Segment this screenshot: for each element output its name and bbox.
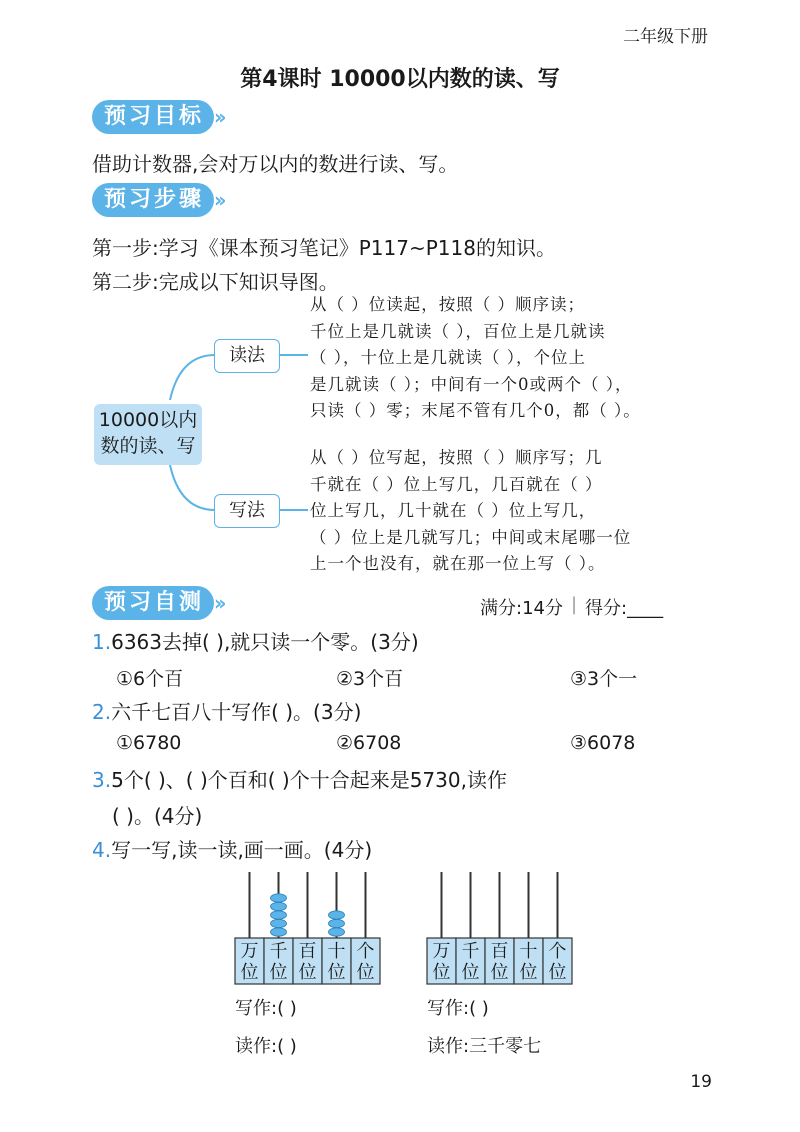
place-value-label: 千 <box>269 941 288 962</box>
chevron-right-icon: ›› <box>214 105 223 129</box>
question-2 <box>92 696 361 725</box>
abacus-bead[interactable] <box>329 919 345 927</box>
q2-option-1[interactable]: ①6780 <box>116 732 182 754</box>
write-line: 从（ ）位写起，按照（ ）顺序写；几 <box>310 448 603 467</box>
read-line: 是几就读（ ）；中间有一个0或两个（ ）， <box>310 374 633 394</box>
place-value-label: 万 <box>432 941 451 962</box>
q1-option-2[interactable]: ②3个百 <box>336 668 404 690</box>
question-text: 6363去掉( ),就只读一个零。(3分) <box>111 630 419 654</box>
test-badge: 预习自测 <box>92 586 214 620</box>
q2-option-2[interactable]: ②6708 <box>336 732 402 754</box>
chevron-right-icon: ›› <box>214 591 223 615</box>
test-header <box>92 586 223 620</box>
abacus-bead[interactable] <box>271 928 287 936</box>
read-method-notes <box>310 292 641 425</box>
question-number: 4. <box>92 838 112 862</box>
place-value-label: 百 <box>490 941 509 962</box>
place-value-label: 位 <box>269 962 288 983</box>
place-value-label: 千 <box>461 941 480 962</box>
question-1 <box>92 626 419 655</box>
write-line: （ ）位上是几就写几；中间或末尾哪一位 <box>310 527 632 547</box>
goals-badge: 预习目标 <box>92 100 214 134</box>
step-one: 第一步:学习《课本预习笔记》P117~P118的知识。 <box>92 236 556 260</box>
steps-header <box>92 183 223 217</box>
chevron-right-icon: ›› <box>214 188 223 212</box>
place-value-label: 位 <box>490 962 509 983</box>
place-value-label: 十 <box>519 941 538 962</box>
left-read-answer[interactable]: 读作:( ) <box>235 1036 297 1057</box>
abacus-bead[interactable] <box>271 919 287 927</box>
abacus-bead[interactable] <box>271 911 287 919</box>
question-number: 2. <box>92 700 112 724</box>
goals-text: 借助计数器,会对万以内的数进行读、写。 <box>92 152 459 176</box>
abacus-right <box>427 872 572 984</box>
place-value-label: 位 <box>432 962 451 983</box>
place-value-label: 位 <box>298 962 317 983</box>
place-value-label: 十 <box>327 941 346 962</box>
write-line: 位上写几，几十就在（ ）位上写几， <box>310 501 597 520</box>
read-line: 只读（ ）零；末尾不管有几个0，都（ ）。 <box>310 401 641 420</box>
center-line-2: 数的读、写 <box>100 435 196 457</box>
right-write-answer[interactable]: 写作:( ) <box>427 998 489 1019</box>
grade-label: 二年级下册 <box>623 27 708 47</box>
page-number: 19 <box>690 1072 712 1092</box>
place-value-label: 位 <box>548 962 567 983</box>
question-number: 1. <box>92 630 112 654</box>
question-3 <box>92 764 507 793</box>
place-value-label: 百 <box>298 941 317 962</box>
q1-option-1[interactable]: ①6个百 <box>116 668 184 690</box>
place-value-label: 万 <box>240 941 259 962</box>
place-value-label: 位 <box>356 962 375 983</box>
question-3-answer-line[interactable]: ( )。(4分) <box>112 804 203 828</box>
place-value-label: 位 <box>461 962 480 983</box>
step-two: 第二步:完成以下知识导图。 <box>92 270 339 294</box>
q1-option-3[interactable]: ③3个一 <box>570 668 638 690</box>
place-value-label: 位 <box>240 962 259 983</box>
full-score: 满分:14分 <box>480 598 563 619</box>
write-line: 千就在（ ）位上写几，几百就在（ ） <box>310 474 603 494</box>
read-line: 从（ ）位读起，按照（ ）顺序读； <box>310 295 585 314</box>
center-line-1: 10000以内 <box>98 409 198 431</box>
goals-header <box>92 100 223 134</box>
read-line: （ ），十位上是几就读（ ），个位上 <box>310 348 586 367</box>
left-write-answer[interactable]: 写作:( ) <box>235 998 297 1019</box>
got-score: 得分:____ <box>585 598 664 619</box>
score-box <box>480 594 663 620</box>
read-line: 千位上是几就读（ ），百位上是几就读 <box>310 321 606 341</box>
abacus-bead[interactable] <box>329 911 345 919</box>
place-value-label: 个 <box>548 941 567 962</box>
score-divider: | <box>570 594 578 615</box>
abacus-figures <box>230 860 590 990</box>
q2-option-3[interactable]: ③6078 <box>570 732 636 754</box>
mindmap-center <box>94 404 202 465</box>
question-text: 六千七百八十写作( )。(3分) <box>111 700 362 724</box>
question-number: 3. <box>92 768 112 792</box>
place-value-label: 位 <box>519 962 538 983</box>
abacus-bead[interactable] <box>329 928 345 936</box>
abacus-bead[interactable] <box>271 894 287 902</box>
abacus-bead[interactable] <box>271 902 287 910</box>
right-read-answer: 读作:三千零七 <box>427 1036 542 1057</box>
question-text: 写一写,读一读,画一画。(4分) <box>111 838 373 862</box>
write-method-notes <box>310 445 631 578</box>
abacus-left <box>235 872 380 984</box>
question-4 <box>92 834 372 863</box>
read-method-node: 读法 <box>214 339 280 373</box>
steps-badge: 预习步骤 <box>92 183 214 217</box>
write-method-node: 写法 <box>214 494 280 528</box>
question-text: 5个( )、( )个百和( )个十合起来是5730,读作 <box>111 768 507 792</box>
write-line: 上一个也没有，就在那一位上写（ ）。 <box>310 554 606 573</box>
place-value-label: 个 <box>356 941 375 962</box>
place-value-label: 位 <box>327 962 346 983</box>
lesson-title: 第4课时 10000以内数的读、写 <box>240 67 560 92</box>
